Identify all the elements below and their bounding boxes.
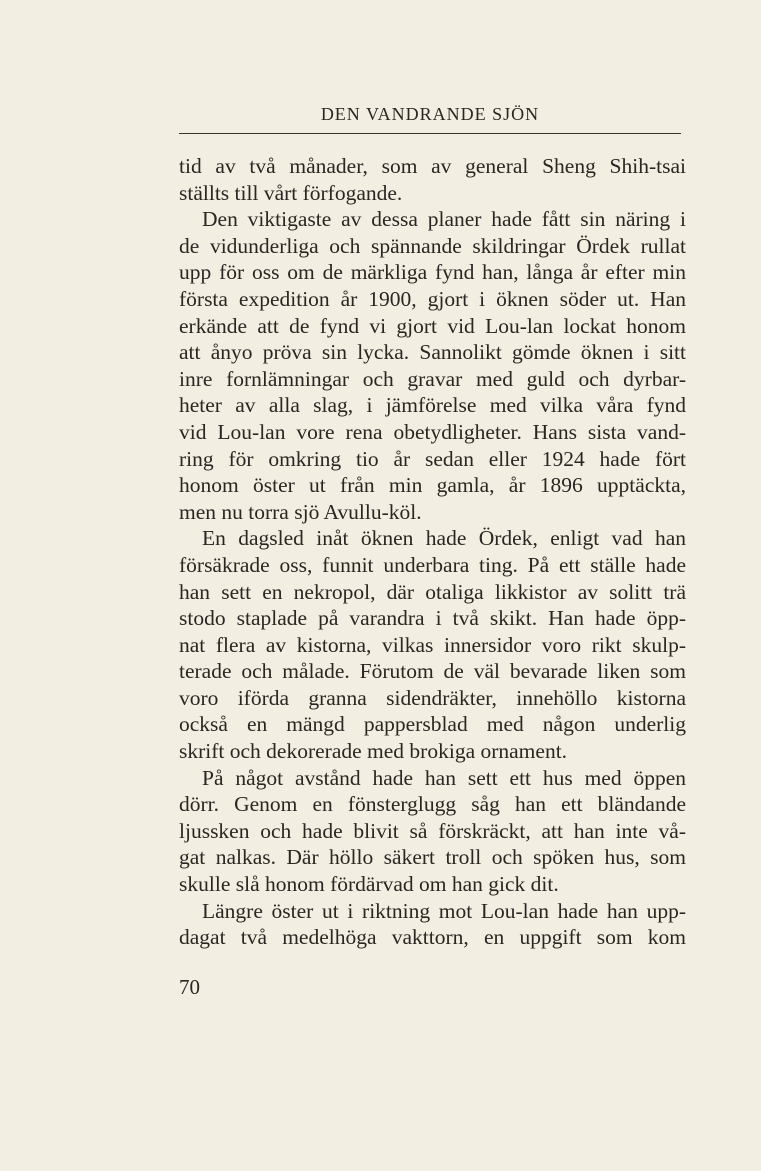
text-line: upp för oss om de märkliga fynd han, långa år efter min <box>179 260 686 285</box>
text-line: också en mängd pappersblad med någon underlig <box>179 712 686 737</box>
page-number: 70 <box>179 975 200 999</box>
text-line: han sett en nekropol, där otaliga likkistor av solitt trä <box>179 579 686 604</box>
text-line: dagat två medelhöga vakttorn, en uppgift som kom <box>179 925 686 950</box>
text-line: tid av två månader, som av general Sheng Shih-tsai <box>179 154 686 178</box>
text-line: voro iförda granna sidendräkter, innehöllo kistorna <box>179 685 686 710</box>
text-line: dörr. Genom en fönsterglugg såg han ett bländande <box>179 792 686 817</box>
text-line: ring för omkring tio år sedan eller 1924 hade fört <box>179 446 686 471</box>
text-line: de vidunderliga och spännande skildringar Ördek rullat <box>179 233 686 258</box>
text-line: att ånyo pröva sin lycka. Sannolikt gömde öknen i sitt <box>179 340 686 365</box>
text-line: men nu torra sjö Avullu-köl. <box>179 499 422 524</box>
text-line: nat flera av kistorna, vilkas innersidor voro rikt skulp- <box>179 632 686 657</box>
text-line: första expedition år 1900, gjort i öknen söder ut. Han <box>179 286 686 311</box>
text-line: inre fornlämningar och gravar med guld och dyrbar- <box>179 366 686 391</box>
text-line: honom öster ut från min gamla, år 1896 upptäckta, <box>179 473 686 498</box>
text-line: På något avstånd hade han sett ett hus med öppen <box>202 765 686 790</box>
text-line: En dagsled inåt öknen hade Ördek, enligt vad han <box>202 526 686 551</box>
text-line: terade och målade. Förutom de väl bevarade liken som <box>179 659 686 684</box>
body-text <box>179 153 686 951</box>
text-line: ställts till vårt förfogande. <box>179 180 403 205</box>
text-line: gat nalkas. Där höllo säkert troll och spöken hus, som <box>179 845 686 870</box>
text-line: skrift och dekorerade med brokiga ornament. <box>179 739 568 764</box>
text-line: Längre öster ut i riktning mot Lou-lan hade han upp- <box>202 898 686 923</box>
text-line: skulle slå honom fördärvad om han gick dit. <box>179 872 559 897</box>
text-line: heter av alla slag, i jämförelse med vilka våra fynd <box>179 393 686 418</box>
header-rule <box>179 133 681 134</box>
running-head: DEN VANDRANDE SJÖN <box>320 104 540 124</box>
text-line: erkände att de fynd vi gjort vid Lou-lan lockat honom <box>179 313 686 338</box>
text-line: vid Lou-lan vore rena obetydligheter. Hans sista vand- <box>179 419 686 444</box>
text-line: Den viktigaste av dessa planer hade fått sin näring i <box>202 207 686 232</box>
text-line: ljussken och hade blivit så förskräckt, att han inte vå- <box>179 818 686 843</box>
text-line: stodo staplade på varandra i två skikt. Han hade öpp- <box>179 606 686 631</box>
text-line: försäkrade oss, funnit underbara ting. På ett ställe hade <box>179 552 686 577</box>
